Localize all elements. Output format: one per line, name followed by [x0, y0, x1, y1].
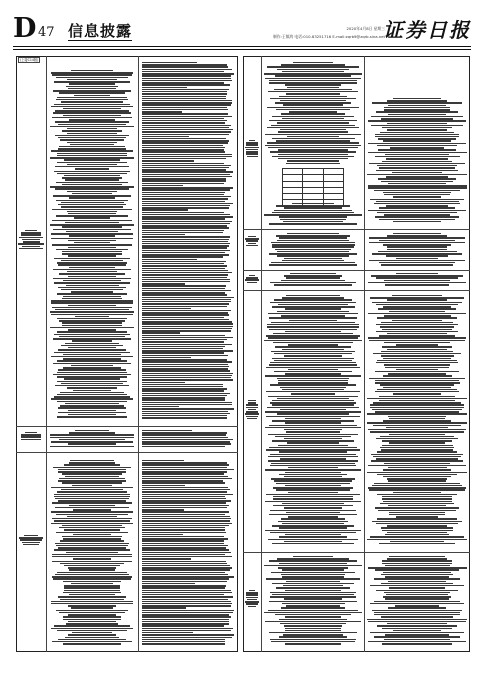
left-col2-body-b — [142, 430, 234, 448]
right-label-2 — [245, 236, 259, 248]
left-label-divider — [46, 56, 47, 652]
right-col1-body-c — [264, 233, 362, 267]
page-header — [13, 13, 471, 46]
page-number: 47 — [38, 25, 55, 40]
masthead: 证券日报 — [383, 18, 471, 42]
left-label-3 — [18, 535, 44, 547]
right-col2-body-c — [367, 273, 467, 287]
right-col1-body-e — [264, 295, 362, 549]
left-col1-body-c — [50, 460, 134, 648]
right-label-3 — [245, 275, 259, 285]
left-col2-body-a — [142, 62, 234, 422]
right-label-1 — [245, 140, 259, 160]
right-col2-body-a — [367, 98, 467, 226]
left-section-break-1 — [16, 426, 238, 427]
right-col2-body-e — [367, 556, 467, 648]
page-letter: D — [13, 13, 37, 44]
date-line: 2020年4月8日 星期三 — [346, 26, 385, 31]
right-section-break-1 — [243, 229, 470, 230]
header-rule — [13, 46, 471, 47]
right-label-5 — [245, 590, 259, 608]
right-col2-body-b — [367, 233, 467, 267]
holdings-table — [282, 168, 344, 207]
continuation-tag: (上接C14版) — [20, 58, 39, 62]
right-section-break-3 — [243, 290, 470, 291]
left-col1-body-a — [50, 70, 134, 422]
right-col1-body-a — [264, 62, 362, 166]
left-col1-body-b — [50, 430, 134, 448]
right-section-break-2 — [243, 270, 470, 271]
right-col1-body-d — [264, 273, 362, 287]
section-title: 信息披露 — [68, 22, 133, 40]
right-column-divider — [364, 56, 365, 652]
right-section-break-4 — [243, 552, 470, 553]
left-col2-body-c — [142, 460, 234, 648]
right-label-divider — [261, 56, 262, 652]
left-label-1 — [18, 230, 44, 252]
left-section-break-2 — [16, 452, 238, 453]
editor-line: 制作:王敏鸿 电话:010-83251716 E-mail:zqrb9@zqrb.sina.net — [272, 34, 385, 39]
left-column-divider — [138, 56, 139, 652]
header-rule-thin — [13, 49, 471, 50]
left-label-2 — [18, 432, 44, 442]
right-label-4 — [245, 400, 259, 422]
right-col2-body-d — [367, 295, 467, 549]
right-col1-body-f — [264, 556, 362, 648]
